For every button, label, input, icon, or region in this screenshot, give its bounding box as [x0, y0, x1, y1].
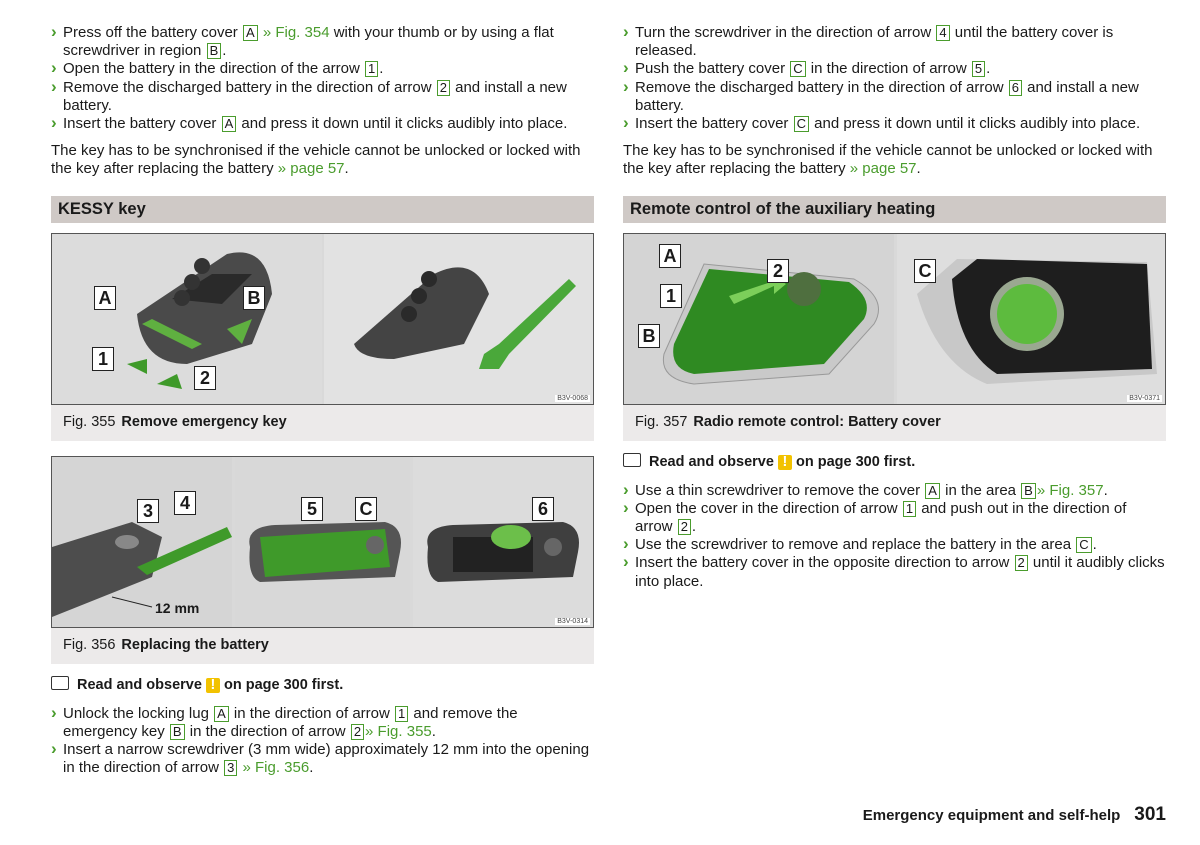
- figure-link[interactable]: » Fig. 356: [242, 759, 310, 777]
- figure-code: B3V-0371: [1129, 394, 1160, 402]
- fig356-label-5: 5: [301, 497, 323, 521]
- fig357-label-c: C: [914, 259, 936, 283]
- step-text: and remove the emergency key: [63, 704, 518, 740]
- fig357-panel-right: [897, 234, 1165, 404]
- screwdriver-illustration: [52, 457, 232, 627]
- fig356-label-6: 6: [532, 497, 554, 521]
- instruction-step: [623, 24, 1166, 60]
- fig355-label-a: A: [94, 286, 116, 310]
- step-text: with your thumb or by using a flat screwdriver in region: [63, 24, 554, 60]
- reference-box: C: [790, 61, 805, 77]
- fig356-label-4: 4: [174, 491, 196, 515]
- intro-steps-right: [623, 24, 1166, 133]
- reference-box: 3: [224, 760, 237, 776]
- step-text: .: [1092, 536, 1097, 554]
- step-text: Remove the discharged battery in the direction of arrow: [63, 78, 436, 96]
- reference-box: 1: [903, 501, 916, 517]
- step-text: and push out in the direction of arrow: [635, 499, 1127, 536]
- instruction-step: [623, 60, 1166, 78]
- instruction-step: [623, 79, 1166, 115]
- step-text: Push the battery cover: [635, 60, 790, 78]
- step-text: and install a new battery.: [635, 78, 1139, 114]
- section-title-kessy: KESSY key: [51, 196, 594, 223]
- instruction-step: [623, 536, 1166, 554]
- fig357-label-2: 2: [767, 259, 789, 283]
- step-text: .: [222, 42, 227, 60]
- reference-box: A: [222, 116, 237, 132]
- fig357-label-1: 1: [660, 284, 682, 308]
- reference-box: B: [1021, 483, 1036, 499]
- fig355-label-2: 2: [194, 366, 216, 390]
- step-text: until the battery cover is released.: [635, 24, 1114, 60]
- instruction-step: [623, 500, 1166, 536]
- step-text: in the direction of arrow: [229, 704, 395, 722]
- figure-355: [51, 233, 594, 405]
- step-text: and press it down until it clicks audibly into place.: [809, 115, 1141, 133]
- fig356-label-3: 3: [137, 499, 159, 523]
- reference-box: 5: [972, 61, 985, 77]
- step-text: Insert a narrow screwdriver (3 mm wide) approximately 12 mm into the opening in the direction of arrow: [63, 741, 590, 777]
- fig357-label-a: A: [659, 244, 681, 268]
- figure-code: B3V-0314: [557, 617, 588, 625]
- step-text: Insert the battery cover: [635, 115, 793, 133]
- page-link[interactable]: » page 57: [849, 160, 917, 178]
- emergency-key-illustration: [324, 234, 593, 404]
- reference-box: B: [170, 724, 185, 740]
- footer-section: Emergency equipment and self-help: [862, 807, 1121, 824]
- step-text: Turn the screwdriver in the direction of arrow: [635, 24, 936, 41]
- figure-link[interactable]: » Fig. 355: [365, 722, 432, 740]
- instruction-step: [51, 24, 594, 60]
- battery-compartment-illustration: [897, 234, 1165, 404]
- instruction-step: [623, 554, 1166, 590]
- instruction-step: [623, 482, 1166, 500]
- intro-steps-left: [51, 24, 594, 133]
- figure-link[interactable]: » Fig. 357: [1036, 481, 1104, 499]
- reference-box: 1: [365, 61, 378, 77]
- reference-box: C: [794, 116, 809, 132]
- reference-box: 1: [395, 706, 408, 722]
- reference-box: 2: [351, 724, 364, 740]
- key-fob-illustration: [52, 234, 322, 404]
- fig356-panel-3: [413, 457, 593, 627]
- fig357-label-b: B: [638, 324, 660, 348]
- step-text: and install a new battery.: [63, 78, 567, 114]
- page-footer: [863, 804, 1166, 826]
- step-text: Open the cover in the direction of arrow: [635, 499, 902, 517]
- step-text: Open the battery in the direction of the arrow: [63, 60, 365, 78]
- step-text: Use the screwdriver to remove and replace the battery in the area: [635, 536, 1076, 554]
- reference-box: B: [207, 43, 222, 59]
- reference-box: 2: [1015, 555, 1028, 571]
- instruction-step: [51, 79, 594, 115]
- reference-box: A: [243, 25, 258, 41]
- reference-box: 4: [936, 25, 949, 41]
- read-notice-left: Read and observe ! on page 300 first.: [51, 676, 594, 693]
- reference-box: C: [1076, 537, 1091, 553]
- fig356-panel-2: [235, 457, 410, 627]
- step-text: Use a thin screwdriver to remove the cover: [635, 481, 925, 499]
- fig357-caption: Fig. 357 Radio remote control: Battery cover: [623, 405, 1166, 441]
- left-column: [51, 24, 594, 777]
- instruction-step: [51, 705, 594, 741]
- step-text: .: [309, 759, 314, 777]
- reference-box: A: [214, 706, 229, 722]
- page-number: 301: [1134, 804, 1166, 825]
- figure-357: [623, 233, 1166, 405]
- step-text: .: [1103, 481, 1108, 499]
- fig355-panel-right: [324, 234, 593, 404]
- step-text: Remove the discharged battery in the direction of arrow: [635, 78, 1008, 96]
- step-text: and press it down until it clicks audibly into place.: [237, 115, 568, 133]
- step-text: .: [431, 722, 436, 740]
- step-text: Insert the battery cover: [63, 115, 221, 133]
- sync-note-left: The key has to be synchronised if the vehicle cannot be unlocked or locked with the key after replacing the battery » page 57.: [51, 142, 581, 178]
- battery-cover-illustration: [235, 457, 410, 627]
- section-title-heating: Remote control of the auxiliary heating: [623, 196, 1166, 223]
- instruction-step: [51, 60, 594, 78]
- fig356-label-c: C: [355, 497, 377, 521]
- fig355-label-1: 1: [92, 347, 114, 371]
- step-text: until it audibly clicks into place.: [635, 554, 1165, 590]
- figure-link[interactable]: » Fig. 354: [262, 24, 330, 41]
- reference-box: 2: [678, 519, 691, 535]
- fig355-caption: Fig. 355 Remove emergency key: [51, 405, 594, 441]
- book-icon: [51, 676, 69, 690]
- step-text: .: [986, 60, 991, 78]
- battery-removal-illustration: [413, 457, 593, 627]
- fig356-caption: Fig. 356 Replacing the battery: [51, 628, 594, 664]
- reference-box: 6: [1009, 80, 1022, 96]
- fig356-panel-1: [52, 457, 232, 627]
- measurement-label: 12 mm: [155, 599, 200, 616]
- fig355-label-b: B: [243, 286, 265, 310]
- step-text: in the direction of arrow: [185, 722, 350, 740]
- step-text: in the area: [940, 481, 1021, 499]
- read-notice-right: Read and observe ! on page 300 first.: [623, 453, 1166, 470]
- step-text: Unlock the locking lug: [63, 704, 214, 722]
- instruction-step: [51, 741, 594, 777]
- reference-box: A: [925, 483, 940, 499]
- figure-code: B3V-0068: [557, 394, 588, 402]
- warning-icon: !: [778, 455, 792, 470]
- sync-note-right: The key has to be synchronised if the vehicle cannot be unlocked or locked with the key after replacing the battery » page 57.: [623, 142, 1153, 178]
- step-text: Press off the battery cover: [63, 24, 242, 41]
- steps-right: [623, 482, 1166, 591]
- step-text: .: [379, 60, 384, 78]
- right-column: [623, 24, 1166, 591]
- instruction-step: [623, 115, 1166, 133]
- reference-box: 2: [437, 80, 450, 96]
- warning-icon: !: [206, 678, 220, 693]
- instruction-step: [51, 115, 594, 133]
- page-link[interactable]: » page 57: [277, 160, 345, 178]
- step-text: Insert the battery cover in the opposite direction to arrow: [635, 554, 1014, 572]
- figure-356: [51, 456, 594, 628]
- fig355-panel-left: [52, 234, 322, 404]
- steps-left: [51, 705, 594, 778]
- step-text: .: [691, 518, 697, 536]
- book-icon: [623, 453, 641, 467]
- step-text: in the direction of arrow: [806, 60, 971, 78]
